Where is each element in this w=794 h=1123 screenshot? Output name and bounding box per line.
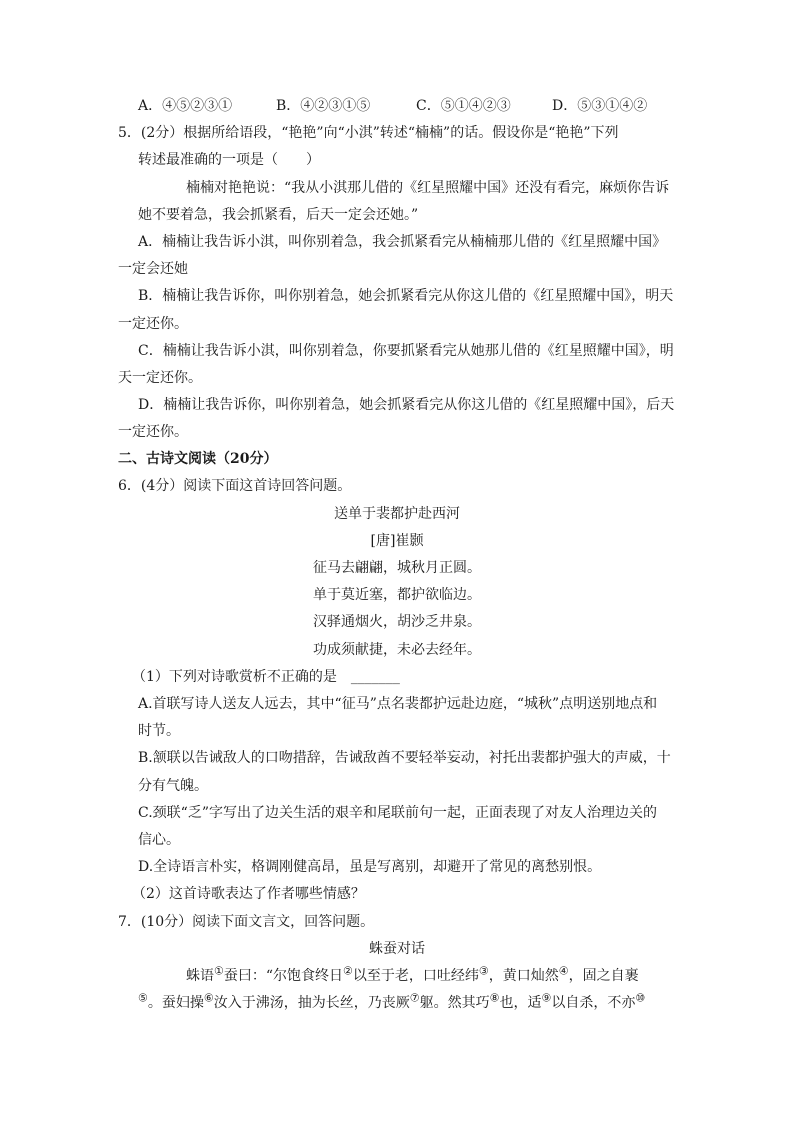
poem-line-1: 征马去翩翩，城秋月正圆。 xyxy=(313,560,481,576)
footnote-marker: ⑦ xyxy=(409,991,420,1005)
q4-option-b: B．④②③①⑤ xyxy=(276,98,371,114)
passage-text: ，黄口灿然 xyxy=(488,968,559,984)
passage-line-1 xyxy=(186,966,639,986)
footnote-marker: ② xyxy=(343,964,353,978)
passage-text: 躯。然其巧 xyxy=(419,995,490,1011)
passage-text: ，固之自裹 xyxy=(568,968,639,984)
q4-option-a: A．④⑤②③① xyxy=(138,98,233,114)
q5-option-a-line1: A．楠楠让我告诉小淇，叫你别着急，我会抓紧看完从楠楠那儿借的《红星照耀中国》 xyxy=(138,234,667,250)
q5-option-c-line2: 天一定还你。 xyxy=(118,370,202,386)
poem-line-2: 单于莫近塞，都护欲临边。 xyxy=(313,587,481,603)
q5-option-d-line1: D．楠楠让我告诉你，叫你别着急，她会抓紧看完从你这儿借的《红星照耀中国》，后天 xyxy=(138,397,675,413)
q6-option-d: D.全诗语言朴实，格调刚健高昂，虽是写离别，却避开了常见的离愁别恨。 xyxy=(138,859,602,875)
q4-options xyxy=(138,96,647,116)
q6-option-a-line1: A.首联写诗人送友人远去，其中“征马”点名裴都护远赴边庭，“城秋”点明送别地点和 xyxy=(138,696,658,712)
q6-sub2: （2）这首诗歌表达了作者哪些情感？ xyxy=(132,886,365,902)
passage-text: 也，适 xyxy=(499,995,542,1011)
passage-text: 汝入于沸汤，抽为长丝，乃丧厥 xyxy=(213,995,410,1011)
q5-option-a-line2: 一定会还她 xyxy=(118,261,188,277)
footnote-marker: ⑤ xyxy=(138,991,148,1005)
q4-option-c: C．⑤①④②③ xyxy=(416,98,511,114)
passage-text: 以自杀，不亦 xyxy=(551,995,636,1011)
q6-option-a-line2: 时节。 xyxy=(138,723,180,739)
q6-option-b-line1: B.颔联以告诫敌人的口吻措辞，告诫敌酋不要轻举妄动，衬托出裴都护强大的声威，十 xyxy=(138,750,671,766)
passage-text: 蚕曰：“尔饱食终日 xyxy=(223,968,344,984)
q6-option-c-line1: C.颈联“乏”字写出了边关生活的艰辛和尾联前句一起，正面表现了对友人治理边关的 xyxy=(138,805,657,821)
footnote-marker: ③ xyxy=(478,964,489,978)
passage-text: 。蚕妇操 xyxy=(147,995,204,1011)
q5-stem-line1: 5．(2分）根据所给语段，“艳艳”向“小淇”转述“楠楠”的话。假设你是“艳艳”下列 xyxy=(118,125,619,141)
q6-sub1: （1）下列对诗歌赏析不正确的是 _______ xyxy=(132,669,400,685)
passage-text: 以至于老，口吐经纬 xyxy=(352,968,479,984)
poem-line-3: 汉驿通烟火，胡沙乏井泉。 xyxy=(313,614,481,630)
q5-stem-line2: 转述最准确的一项是（ ） xyxy=(138,152,320,168)
footnote-marker: ⑨ xyxy=(541,991,552,1005)
q5-option-d-line2: 一定还你。 xyxy=(118,424,188,440)
poem-author: [唐]崔颢 xyxy=(370,533,424,549)
passage-text: 蛛语 xyxy=(186,968,214,984)
footnote-marker: ⑥ xyxy=(203,991,214,1005)
q5-option-b-line1: B．楠楠让我告诉你，叫你别着急，她会抓紧看完从你这儿借的《红星照耀中国》，明天 xyxy=(138,288,674,304)
footnote-marker: ⑩ xyxy=(635,991,646,1005)
footnote-marker: ① xyxy=(214,964,224,978)
q5-quote-line1: 楠楠对艳艳说：“我从小淇那儿借的《红星照耀中国》还没有看完，麻烦你告诉 xyxy=(186,180,670,196)
q6-option-b-line2: 分有气魄。 xyxy=(138,778,208,794)
q6-option-c-line2: 信心。 xyxy=(138,832,180,848)
q5-option-c-line1: C．楠楠让我告诉小淇，叫你别着急，你要抓紧看完从她那儿借的《红星照耀中国》，明 xyxy=(138,343,674,359)
poem-title: 送单于裴都护赴西河 xyxy=(334,506,460,522)
q7-stem: 7．(10分）阅读下面文言文，回答问题。 xyxy=(118,914,375,930)
poem-line-4: 功成须献捷，未必去经年。 xyxy=(313,642,481,658)
passage-line-2 xyxy=(138,993,645,1013)
q5-option-b-line2: 一定还你。 xyxy=(118,316,188,332)
q4-option-d: D．⑤③①④② xyxy=(552,98,648,114)
footnote-marker: ④ xyxy=(558,964,569,978)
passage-title: 蛛蚕对话 xyxy=(369,941,425,957)
q5-quote-line2: 她不要着急，我会抓紧看，后天一定会还她。” xyxy=(138,207,419,223)
q6-stem: 6．(4分）阅读下面这首诗回答问题。 xyxy=(118,478,352,494)
footnote-marker: ⑧ xyxy=(489,991,500,1005)
section-title: 二、古诗文阅读（20分） xyxy=(118,451,278,467)
